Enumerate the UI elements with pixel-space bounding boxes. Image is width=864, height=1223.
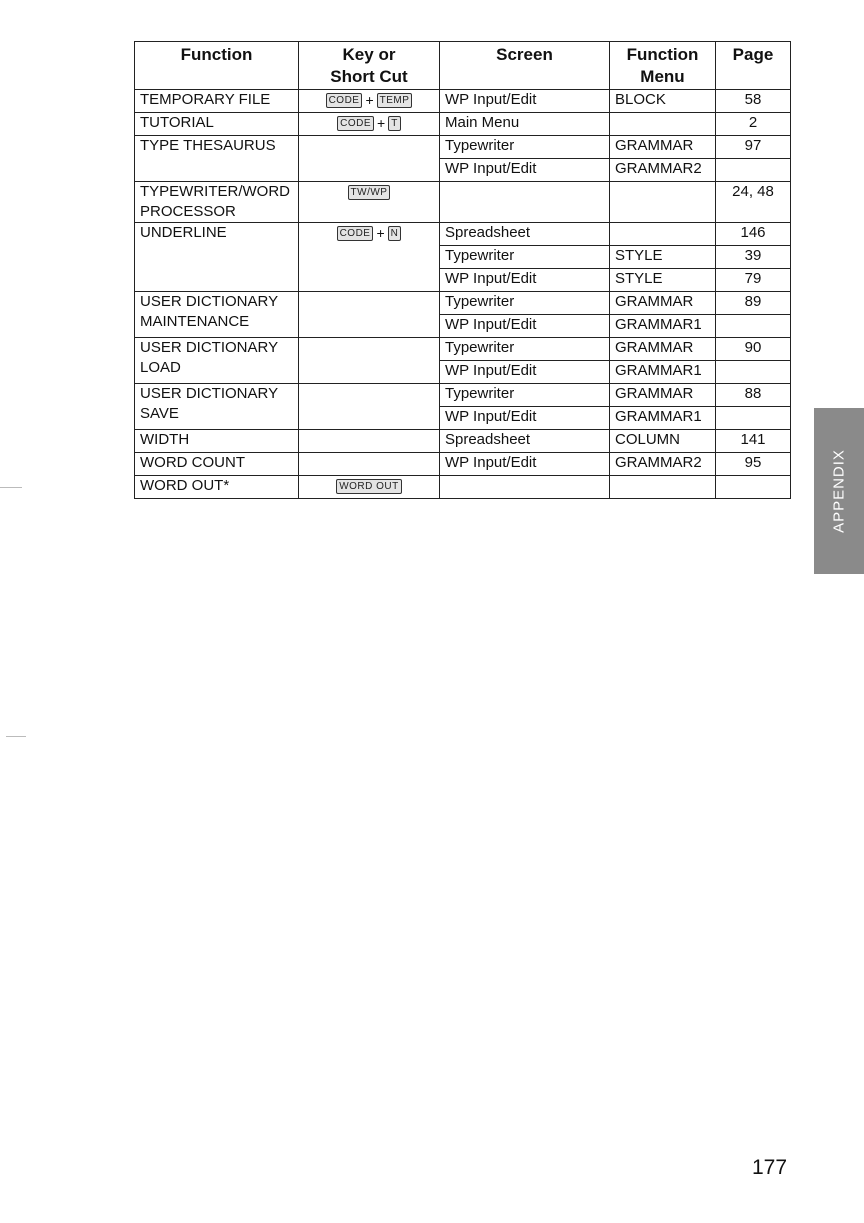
screen-cell: Main Menu — [440, 113, 610, 136]
shortcut-cell — [299, 136, 440, 182]
table-row — [135, 136, 791, 159]
function-cell: WIDTH — [135, 430, 299, 453]
header-menu: Function Menu — [610, 42, 716, 90]
table-body — [135, 90, 791, 499]
table-row — [135, 292, 791, 315]
screen-cell: WP Input/Edit — [440, 453, 610, 476]
page-cell — [716, 476, 791, 499]
screen-cell: WP Input/Edit — [440, 315, 610, 338]
page-cell — [716, 407, 791, 430]
header-row — [135, 42, 791, 90]
shortcut-cell — [299, 113, 440, 136]
shortcut-cell — [299, 182, 440, 223]
page-cell: 97 — [716, 136, 791, 159]
function-cell: TUTORIAL — [135, 113, 299, 136]
keycap-icon: TEMP — [377, 93, 413, 108]
menu-cell: GRAMMAR2 — [610, 159, 716, 182]
shortcut-cell — [299, 384, 440, 430]
page-cell — [716, 315, 791, 338]
plus-sign: + — [376, 225, 385, 242]
page-cell: 79 — [716, 269, 791, 292]
menu-cell: COLUMN — [610, 430, 716, 453]
header-key: Key or Short Cut — [299, 42, 440, 90]
table-row — [135, 453, 791, 476]
table-row — [135, 182, 791, 223]
shortcut-cell — [299, 453, 440, 476]
menu-cell — [610, 182, 716, 223]
menu-cell: GRAMMAR2 — [610, 453, 716, 476]
function-cell: UNDERLINE — [135, 223, 299, 292]
menu-cell: GRAMMAR1 — [610, 407, 716, 430]
function-cell: USER DICTIONARY LOAD — [135, 338, 299, 384]
menu-cell: GRAMMAR1 — [610, 361, 716, 384]
shortcut-cell — [299, 476, 440, 499]
screen-cell: Spreadsheet — [440, 430, 610, 453]
function-cell: WORD OUT* — [135, 476, 299, 499]
table-row — [135, 90, 791, 113]
shortcut-cell — [299, 223, 440, 292]
function-cell: USER DICTIONARY MAINTENANCE — [135, 292, 299, 338]
keycap-icon: TW/WP — [348, 185, 391, 200]
screen-cell: WP Input/Edit — [440, 407, 610, 430]
menu-cell — [610, 223, 716, 246]
keycap-icon: CODE — [337, 116, 374, 131]
screen-cell — [440, 182, 610, 223]
page-number: 177 — [752, 1156, 788, 1179]
screen-cell: Spreadsheet — [440, 223, 610, 246]
table-row — [135, 430, 791, 453]
screen-cell — [440, 476, 610, 499]
table-row — [135, 476, 791, 499]
reference-table — [134, 41, 791, 499]
page-cell: 89 — [716, 292, 791, 315]
table-row — [135, 113, 791, 136]
function-cell: TYPE THESAURUS — [135, 136, 299, 182]
menu-cell: BLOCK — [610, 90, 716, 113]
header-page: Page — [716, 42, 791, 90]
menu-cell: GRAMMAR — [610, 292, 716, 315]
plus-sign: + — [365, 92, 374, 109]
function-cell: TEMPORARY FILE — [135, 90, 299, 113]
keycap-icon: CODE — [337, 226, 374, 241]
page-cell: 146 — [716, 223, 791, 246]
table-row — [135, 223, 791, 246]
page-cell: 141 — [716, 430, 791, 453]
keycap-icon: CODE — [326, 93, 363, 108]
margin-mark — [0, 487, 22, 488]
screen-cell: WP Input/Edit — [440, 159, 610, 182]
screen-cell: Typewriter — [440, 136, 610, 159]
page-cell: 58 — [716, 90, 791, 113]
shortcut-cell — [299, 430, 440, 453]
margin-mark — [6, 736, 26, 737]
keycap-icon: T — [388, 116, 401, 131]
page-cell: 95 — [716, 453, 791, 476]
shortcut-cell — [299, 90, 440, 113]
header-function: Function — [135, 42, 299, 90]
screen-cell: Typewriter — [440, 292, 610, 315]
plus-sign: + — [377, 115, 386, 132]
menu-cell: GRAMMAR — [610, 136, 716, 159]
page-cell — [716, 361, 791, 384]
menu-cell: STYLE — [610, 269, 716, 292]
shortcut-cell — [299, 292, 440, 338]
keycap-icon: WORD OUT — [336, 479, 402, 494]
menu-cell: GRAMMAR — [610, 384, 716, 407]
page-cell: 2 — [716, 113, 791, 136]
table-row — [135, 384, 791, 407]
screen-cell: WP Input/Edit — [440, 269, 610, 292]
menu-cell: GRAMMAR — [610, 338, 716, 361]
page-cell: 90 — [716, 338, 791, 361]
table-row — [135, 338, 791, 361]
page-cell — [716, 159, 791, 182]
page-cell: 39 — [716, 246, 791, 269]
header-screen: Screen — [440, 42, 610, 90]
page-cell: 88 — [716, 384, 791, 407]
function-cell: WORD COUNT — [135, 453, 299, 476]
menu-cell: GRAMMAR1 — [610, 315, 716, 338]
screen-cell: Typewriter — [440, 338, 610, 361]
appendix-tab — [814, 408, 864, 574]
shortcut-cell — [299, 338, 440, 384]
screen-cell: WP Input/Edit — [440, 361, 610, 384]
function-cell: USER DICTIONARY SAVE — [135, 384, 299, 430]
appendix-tab-label: APPENDIX — [830, 449, 848, 533]
keycap-icon: N — [388, 226, 402, 241]
screen-cell: Typewriter — [440, 246, 610, 269]
screen-cell: Typewriter — [440, 384, 610, 407]
function-cell: TYPEWRITER/WORD PROCESSOR — [135, 182, 299, 223]
menu-cell — [610, 113, 716, 136]
menu-cell — [610, 476, 716, 499]
screen-cell: WP Input/Edit — [440, 90, 610, 113]
menu-cell: STYLE — [610, 246, 716, 269]
page-cell: 24, 48 — [716, 182, 791, 223]
